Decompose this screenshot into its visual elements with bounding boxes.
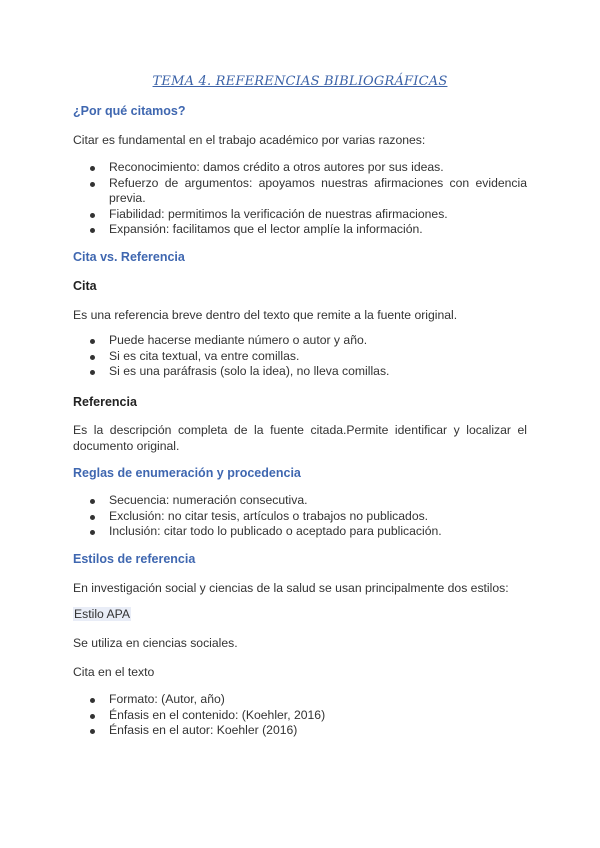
section-heading-reglas: Reglas de enumeración y procedencia [73, 466, 301, 480]
bullet-list-apa [73, 692, 527, 739]
paragraph-referencia: Es la descripción completa de la fuente citada.Permite identificar y localizar el documento original. [73, 423, 527, 453]
document-title: TEMA 4. REFERENCIAS BIBLIOGRÁFICAS [152, 74, 448, 89]
label-cita-en-el-texto: Cita en el texto [73, 665, 155, 679]
list-item: Énfasis en el contenido: (Koehler, 2016) [73, 708, 527, 724]
bullet-icon [90, 530, 95, 535]
bullet-icon [90, 228, 95, 233]
section-heading-por-que-citamos: ¿Por qué citamos? [73, 104, 186, 118]
bullet-icon [90, 370, 95, 375]
list-item: Refuerzo de argumentos: apoyamos nuestras afirmaciones con evidencia previa. [73, 176, 527, 207]
bullet-icon [90, 182, 95, 187]
list-item: Si es cita textual, va entre comillas. [73, 349, 527, 365]
highlighted-text: Estilo APA [74, 607, 130, 621]
section-heading-cita-vs-referencia: Cita vs. Referencia [73, 250, 185, 264]
section-heading-estilos: Estilos de referencia [73, 552, 196, 566]
bullet-icon [90, 355, 95, 360]
list-item: Secuencia: numeración consecutiva. [73, 493, 527, 509]
list-item: Si es una paráfrasis (solo la idea), no lleva comillas. [73, 364, 527, 380]
list-item: Énfasis en el autor: Koehler (2016) [73, 723, 527, 739]
list-item: Formato: (Autor, año) [73, 692, 527, 708]
list-item: Exclusión: no citar tesis, artículos o trabajos no publicados. [73, 509, 527, 525]
label-estilo-apa [73, 606, 527, 622]
bullet-icon [90, 698, 95, 703]
list-item: Inclusión: citar todo lo publicado o aceptado para publicación. [73, 524, 527, 540]
bullet-icon [90, 499, 95, 504]
paragraph-cita: Es una referencia breve dentro del texto que remite a la fuente original. [73, 308, 458, 322]
bullet-icon [90, 515, 95, 520]
paragraph-intro-citar: Citar es fundamental en el trabajo académico por varias razones: [73, 133, 426, 147]
paragraph-apa: Se utiliza en ciencias sociales. [73, 636, 238, 650]
list-item: Expansión: facilitamos que el lector amplíe la información. [73, 222, 527, 238]
list-item: Fiabilidad: permitimos la verificación de nuestras afirmaciones. [73, 207, 527, 223]
bullet-icon [90, 213, 95, 218]
bullet-icon [90, 714, 95, 719]
bullet-list-razones [73, 160, 527, 238]
list-item: Puede hacerse mediante número o autor y año. [73, 333, 527, 349]
bullet-icon [90, 339, 95, 344]
bullet-icon [90, 729, 95, 734]
bullet-icon [90, 166, 95, 171]
bullet-list-reglas [73, 493, 527, 540]
paragraph-estilos-intro: En investigación social y ciencias de la salud se usan principalmente dos estilos: [73, 581, 509, 595]
bullet-list-cita [73, 333, 527, 380]
subheading-cita: Cita [73, 279, 97, 293]
list-item: Reconocimiento: damos crédito a otros autores por sus ideas. [73, 160, 527, 176]
subheading-referencia: Referencia [73, 395, 137, 409]
